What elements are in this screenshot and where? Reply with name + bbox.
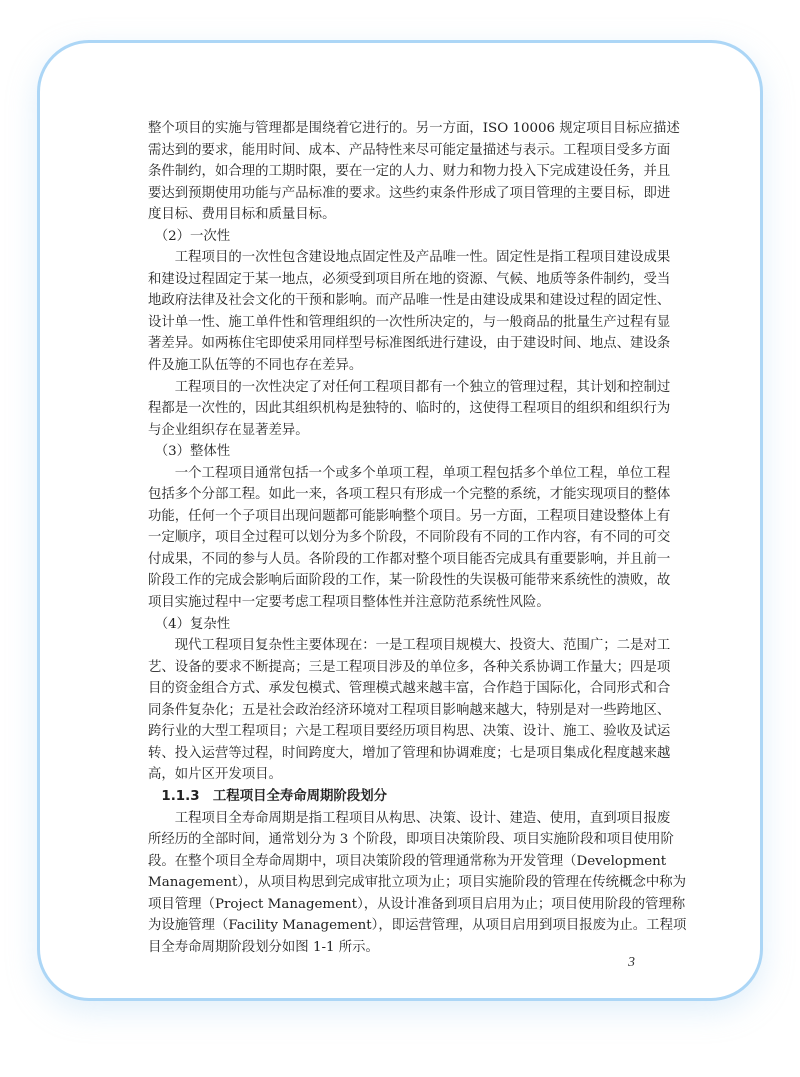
- text-line: 转、投入运营等过程，时间跨度大，增加了管理和协调难度；七是项目集成化程度越来越: [148, 745, 671, 761]
- text-line: 著差异。如两栋住宅即使采用同样型号标准图纸进行建设，由于建设时间、地点、建设条: [148, 336, 671, 352]
- text-line: 与企业组织存在显著差异。: [148, 422, 309, 438]
- text-line: 要达到预期使用功能与产品标准的要求。这些约束条件形成了项目管理的主要目标，即进: [148, 185, 671, 201]
- text-line: 目全寿命周期阶段划分如图 1-1 所示。: [148, 939, 379, 955]
- text-line: 付成果，不同的参与人员。各阶段的工作都对整个项目能否完成具有重要影响，并且前一: [148, 551, 671, 567]
- text-line: 阶段工作的完成会影响后面阶段的工作，某一阶段性的失误极可能带来系统性的溃败，故: [148, 573, 671, 589]
- paragraph: [148, 635, 671, 786]
- text-line: 项目实施过程中一定要考虑工程项目整体性并注意防范系统性风险。: [148, 595, 550, 611]
- text-line: （2）一次性: [148, 228, 231, 244]
- text-line: 工程项目的一次性决定了对任何工程项目都有一个独立的管理过程，其计划和控制过: [148, 379, 671, 395]
- text-line: （4）复杂性: [148, 616, 231, 632]
- text-line: 所经历的全部时间，通常划分为 3 个阶段，即项目决策阶段、项目实施阶段和项目使用阶: [148, 832, 674, 848]
- text-line: 一个工程项目通常包括一个或多个单项工程，单项工程包括多个单位工程，单位工程: [148, 465, 671, 481]
- text-line: 为设施管理（Facility Management），即运营管理，从项目启用到项目报废为止。工程项: [148, 918, 687, 934]
- text-line: 同条件复杂化；五是社会政治经济环境对工程项目影响越来越大，特别是对一些跨地区、: [148, 702, 671, 718]
- text-line: 地政府法律及社会文化的干预和影响。而产品唯一性是由建设成果和建设过程的固定性、: [148, 293, 671, 309]
- paragraph: [148, 118, 680, 226]
- text-line: 和建设过程固定于某一地点，必须受到项目所在地的资源、气候、地质等条件制约，受当: [148, 271, 671, 287]
- text-line: 条件制约，如合理的工期时限，要在一定的人力、财力和物力投入下完成建设任务，并且: [148, 164, 671, 180]
- text-line: （3）整体性: [148, 444, 231, 460]
- text-line: 高，如片区开发项目。: [148, 767, 282, 783]
- text-line: 整个项目的实施与管理都是围绕着它进行的。另一方面，ISO 10006 规定项目目标应描述: [148, 121, 680, 136]
- text-line: 1.1.3 工程项目全寿命周期阶段划分: [148, 788, 387, 804]
- text-line: 一定顺序，项目全过程可以划分为多个阶段，不同阶段有不同的工作内容，有不同的可交: [148, 530, 671, 546]
- paragraph: [148, 226, 652, 248]
- text-line: Management），从项目构思到完成审批立项为止；项目实施阶段的管理在传统概念中称为: [148, 875, 687, 891]
- paragraph: [148, 441, 652, 463]
- text-line: 程都是一次性的，因此其组织机构是独特的、临时的，这使得工程项目的组织和组织行为: [148, 401, 671, 417]
- text-line: 需达到的要求，能用时间、成本、产品特性来尽可能定量描述与表示。工程项目受多方面: [148, 142, 671, 158]
- text-line: 件及施工队伍等的不同也存在差异。: [148, 358, 363, 374]
- text-line: 现代工程项目复杂性主要体现在：一是工程项目规模大、投资大、范围广；二是对工: [148, 638, 671, 654]
- section-heading: [148, 786, 652, 808]
- text-line: 功能，任何一个子项目出现问题都可能影响整个项目。另一方面，工程项目建设整体上有: [148, 508, 671, 524]
- paragraph: [148, 247, 671, 376]
- text-line: 跨行业的大型工程项目；六是工程项目要经历项目构思、决策、设计、施工、验收及试运: [148, 724, 671, 740]
- text-line: 段。在整个项目全寿命周期中，项目决策阶段的管理通常称为开发管理（Development: [148, 853, 667, 869]
- text-line: 目的资金组合方式、承发包模式、管理模式越来越丰富，合作趋于国际化，合同形式和合: [148, 681, 671, 697]
- text-line: 工程项目全寿命周期是指工程项目从构思、决策、设计、建造、使用，直到项目报废: [148, 810, 671, 826]
- paragraph: [148, 614, 652, 636]
- text-line: 艺、设备的要求不断提高；三是工程项目涉及的单位多，各种关系协调工作量大；四是项: [148, 659, 671, 675]
- document-body: [148, 118, 687, 958]
- text-line: 度目标、费用目标和质量目标。: [148, 207, 336, 223]
- paragraph: [148, 808, 687, 959]
- text-line: 设计单一性、施工单件性和管理组织的一次性所决定的，与一般商品的批量生产过程有显: [148, 314, 671, 330]
- text-line: 项目管理（Project Management），从设计准备到项目启用为止；项目使用阶段的管理称: [148, 896, 686, 912]
- text-line: 工程项目的一次性包含建设地点固定性及产品唯一性。固定性是指工程项目建设成果: [148, 250, 671, 266]
- paragraph: [148, 463, 671, 614]
- paragraph: [148, 377, 671, 442]
- page-number: 3: [628, 955, 635, 970]
- text-line: 包括多个分部工程。如此一来，各项工程只有形成一个完整的系统，才能实现项目的整体: [148, 487, 671, 503]
